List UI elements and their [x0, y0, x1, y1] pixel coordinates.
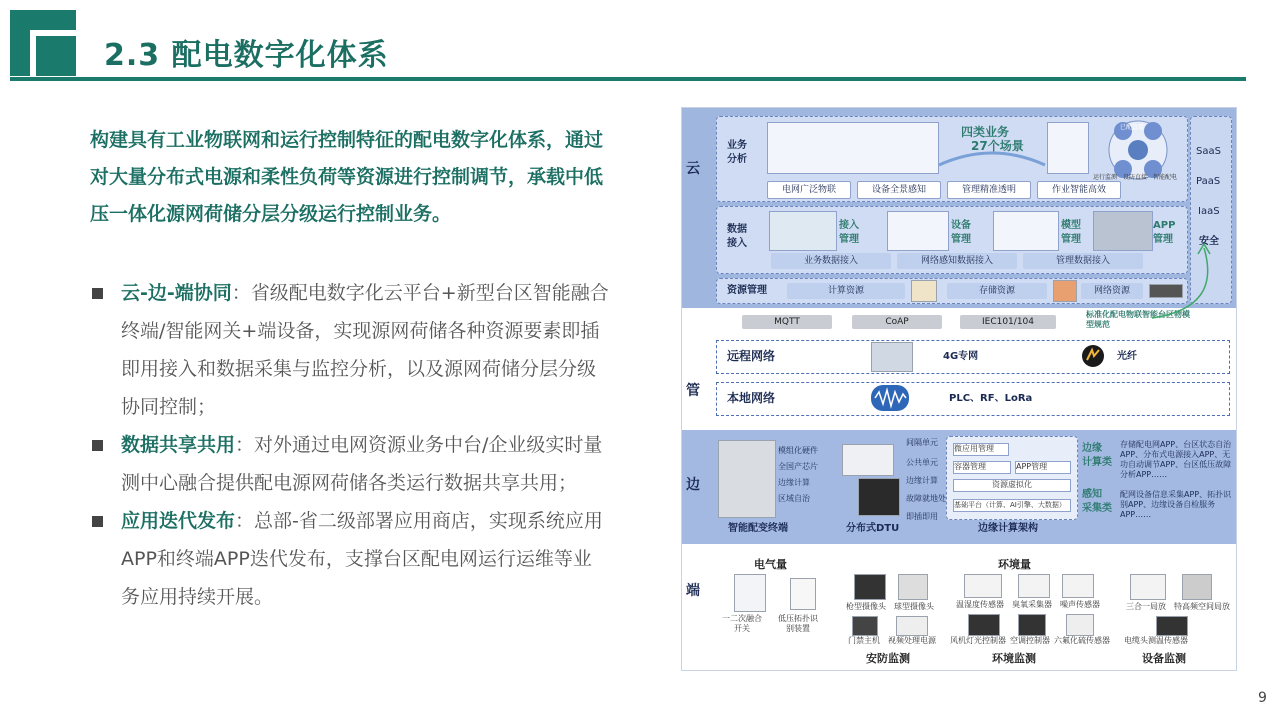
- bullet-item: [90, 502, 610, 616]
- architecture-diagram: [681, 107, 1237, 671]
- arch-item: APP管理: [1015, 461, 1071, 474]
- wave-signal-icon: [871, 385, 909, 411]
- data-tag: 管理数据接入: [1023, 253, 1143, 269]
- bullet-square-icon: [92, 516, 103, 527]
- arch-name: 边缘计算架构: [978, 523, 1038, 534]
- business-tag: 管理精准透明: [947, 181, 1031, 199]
- terminal-feature: 边缘计算: [778, 478, 810, 487]
- arch-item: 基础平台（计算、AI引擎、大数据）: [953, 499, 1071, 512]
- bullet-text: ：对外通过电网资源业务中台/企业级实时量测中心融合提供配电源网荷储各类运行数据共享共用；: [121, 434, 603, 494]
- elec-title: 电气量: [754, 558, 787, 571]
- mgmt-item: 设备 管理: [951, 220, 971, 245]
- bullet-text: ：总部-省二级部署应用商店，实现系统应用APP和终端APP迭代发布，支撑台区配电网运行运维等业务应用持续开展。: [121, 510, 603, 608]
- dome-camera-image: [898, 574, 928, 600]
- env-title: 环境量: [998, 558, 1031, 571]
- bullet-text: ：省级配电数字化云平台+新型台区智能融合终端/智能网关+端设备，实现源网荷储各种资源要素即插即用接入和数据采集与监控分析，以及源网荷储分层分级协同控制；: [121, 282, 609, 418]
- bullet-keyword: 应用迭代发布: [121, 510, 236, 532]
- business-analysis-label: 业务 分析: [727, 140, 747, 165]
- page-title: 2.3 配电数字化体系: [104, 38, 389, 73]
- dtu-feature: 公共单元: [906, 458, 938, 467]
- elec-item: 一二次融合 开关: [722, 614, 762, 633]
- switch-device-image: [734, 574, 766, 612]
- side-item: IaaS: [1198, 206, 1220, 217]
- resource-tag: 存储资源: [947, 283, 1047, 299]
- dtu-feature: 边缘计算: [906, 476, 938, 485]
- side-item: SaaS: [1196, 146, 1221, 157]
- terminal-feature: 模组化硬件: [778, 446, 818, 455]
- data-access-panel: [716, 206, 1188, 274]
- terminal-feature: 全国产芯片: [778, 462, 818, 471]
- scenes-label: 27个场景: [971, 139, 1024, 153]
- standard-note: 标准化配电物联智能台区物模型规范: [1086, 310, 1190, 329]
- feedback-arrow-icon: [1142, 238, 1232, 328]
- device-item: 电缆头测温传感器: [1124, 636, 1188, 645]
- zone-label-pipe: 管: [686, 383, 700, 399]
- gun-camera-image: [854, 574, 886, 600]
- security-monitor-title: 安防监测: [866, 652, 910, 665]
- bullet-keyword: 云-边-端协同: [121, 282, 232, 304]
- topology-device-image: [790, 578, 816, 610]
- edge-compute-text: 存储配电网APP、台区状态自治APP、分布式电源接入APP、无功自动调节APP、台区低压故障分析APP……: [1120, 440, 1232, 479]
- circle-item: 设防直接: [1123, 174, 1148, 181]
- ozone-collector-image: [1018, 574, 1050, 598]
- resource-mgmt-panel: [716, 278, 1188, 304]
- remote-network-label: 远程网络: [727, 349, 776, 363]
- env-item: 六氟化硫传感器: [1054, 636, 1110, 645]
- access-thumbnail: [769, 211, 837, 251]
- dtu-feature: 间隔单元: [906, 438, 938, 447]
- bullet-square-icon: [92, 440, 103, 451]
- data-tag: 网络感知数据接入: [897, 253, 1017, 269]
- side-item: PaaS: [1196, 176, 1221, 187]
- zone-label-edge: 边: [686, 477, 700, 493]
- four-types-label: 四类业务: [961, 125, 1010, 139]
- security-item: 球型摄像头: [894, 602, 934, 611]
- side-item: 安全: [1199, 236, 1219, 247]
- security-item: 视频处理电源: [888, 636, 936, 645]
- scene-arc-icon: [937, 145, 1047, 169]
- dtu-feature: 即插即用: [906, 512, 938, 521]
- env-item: 空调控制器: [1010, 636, 1050, 645]
- mgmt-item: 接入 管理: [839, 220, 859, 245]
- remote-4g-label: 4G专网: [943, 351, 979, 362]
- terminal-feature: 区域自治: [778, 494, 810, 503]
- business-tag: 电网广泛物联: [767, 181, 851, 199]
- edge-arch-panel: [946, 436, 1078, 520]
- device-monitor-title: 设备监测: [1142, 652, 1186, 665]
- resource-tag: 网络资源: [1081, 283, 1143, 299]
- business-tag: 作业智能高效: [1037, 181, 1121, 199]
- edge-compute-label: 边缘 计算类: [1082, 443, 1112, 468]
- business-analysis-panel: [716, 116, 1188, 202]
- compute-server-icon: [911, 280, 937, 302]
- ac-controller-image: [1018, 614, 1046, 636]
- zone-label-end: 端: [686, 583, 700, 599]
- remote-network-box: [716, 340, 1230, 374]
- cable-temp-sensor-image: [1156, 616, 1188, 636]
- page-number: 9: [1258, 690, 1267, 706]
- remote-fiber-label: 光纤: [1117, 351, 1137, 362]
- dtu-cabinet-image: [858, 478, 900, 516]
- video-power-image: [896, 616, 928, 636]
- dtu-unit-image: [842, 444, 894, 476]
- data-tag: 业务数据接入: [771, 253, 891, 269]
- bullet-square-icon: [92, 288, 103, 299]
- security-item: 枪型摄像头: [846, 602, 886, 611]
- model-thumbnail: [993, 211, 1059, 251]
- access-host-image: [852, 616, 878, 636]
- noise-sensor-image: [1062, 574, 1094, 598]
- arch-item: 微应用管理: [953, 443, 1009, 456]
- storage-icon: [1053, 280, 1077, 302]
- uhf-sensor-image: [1182, 574, 1212, 600]
- chart-thumbnail: [1047, 122, 1089, 174]
- device-item: 特高频空间局放: [1174, 602, 1230, 611]
- business-tag: 设备全景感知: [857, 181, 941, 199]
- resource-tag: 计算资源: [787, 283, 905, 299]
- fiber-icon: [1081, 344, 1105, 368]
- intro-paragraph: 构建具有工业物联网和运行控制特征的配电数字化体系，通过对大量分布式电源和柔性负荷等资源进行控制调节，承载中低压一体化源网荷储分层分级运行控制业务。: [90, 129, 604, 225]
- temp-sensor-image: [964, 574, 1002, 598]
- smart-terminal-image: [718, 440, 776, 518]
- bullet-list: [90, 274, 610, 616]
- sense-collect-label: 感知 采集类: [1082, 489, 1112, 514]
- fan-controller-image: [968, 614, 1000, 636]
- terminal-name: 智能配变终端: [728, 523, 788, 534]
- zone-label-cloud: 云: [686, 161, 700, 177]
- mgmt-item: 模型 管理: [1061, 220, 1081, 245]
- security-item: 门禁主机: [848, 636, 880, 645]
- title-underline: [10, 77, 1246, 81]
- cell-tower-icon: [871, 342, 913, 372]
- device-item: 三合一局放: [1126, 602, 1166, 611]
- protocol-tag: CoAP: [852, 315, 942, 329]
- env-item: 风机灯光控制器: [950, 636, 1006, 645]
- env-item: 噪声传感器: [1060, 600, 1100, 609]
- mgmt-item: APP 管理: [1153, 220, 1176, 245]
- local-tech-label: PLC、RF、LoRa: [949, 393, 1033, 404]
- protocol-tag: MQTT: [742, 315, 832, 329]
- env-item: 温湿度传感器: [956, 600, 1004, 609]
- sense-collect-text: 配网设备信息采集APP、拓扑识别APP、边缘设备自检服务APP……: [1120, 490, 1232, 519]
- env-item: 臭氧采集器: [1012, 600, 1052, 609]
- sf6-sensor-image: [1066, 614, 1094, 636]
- local-network-box: [716, 382, 1230, 416]
- local-network-label: 本地网络: [727, 391, 776, 405]
- company-logo: [10, 10, 76, 76]
- device-thumbnail: [887, 211, 949, 251]
- bullet-item: [90, 426, 610, 502]
- pd-sensor-image: [1130, 574, 1166, 600]
- data-access-label: 数据 接入: [727, 224, 747, 249]
- arch-item: 资源虚拟化: [953, 479, 1071, 492]
- bullet-item: [90, 274, 610, 426]
- dtu-name: 分布式DTU: [846, 523, 900, 534]
- circle-item: 运行监测: [1093, 174, 1118, 181]
- circle-item: 智能配电: [1153, 174, 1178, 181]
- protocol-tag: IEC101/104: [960, 315, 1056, 329]
- dtu-feature: 故障就地处: [906, 494, 946, 503]
- resource-mgmt-label: 资源管理: [727, 285, 767, 296]
- edge-zone: [682, 430, 1236, 544]
- arch-item: 容器管理: [953, 461, 1011, 474]
- dashboard-thumbnail: [767, 122, 939, 174]
- bullet-keyword: 数据共享共用: [121, 434, 236, 456]
- env-monitor-title: 环境监测: [992, 652, 1036, 665]
- elec-item: 低压拓扑识 别装置: [778, 614, 818, 633]
- circle-item: 已配直接: [1120, 124, 1145, 131]
